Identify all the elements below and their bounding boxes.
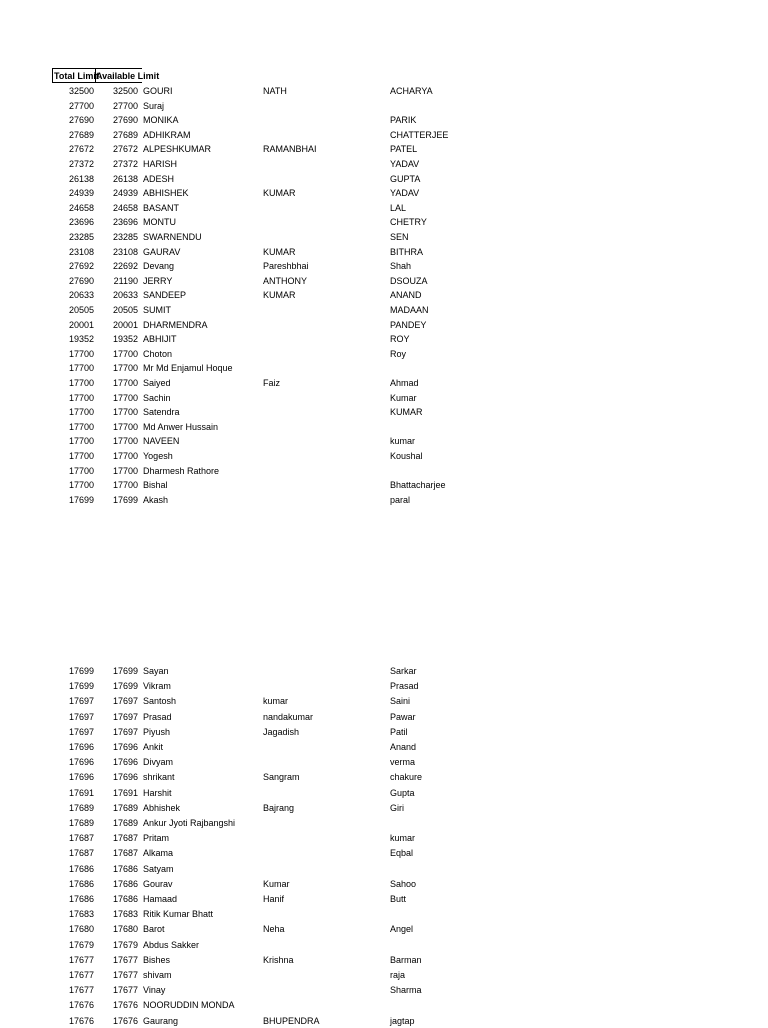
table-row [0, 493, 768, 507]
table-row [0, 172, 768, 186]
first-name-cell: Vikram [143, 681, 171, 692]
last-name-cell: CHATTERJEE [390, 129, 449, 140]
total-cell: 17697 [68, 726, 94, 737]
available-cell: 24658 [112, 202, 138, 213]
first-name-cell: BASANT [143, 202, 180, 213]
table-row [0, 157, 768, 171]
total-cell: 27700 [68, 100, 94, 111]
available-cell: 17697 [112, 711, 138, 722]
total-cell: 17700 [68, 480, 94, 491]
last-name-cell: Sarkar [390, 666, 417, 676]
table-row [0, 230, 768, 244]
available-cell: 17696 [112, 757, 138, 768]
first-name-cell: GAURAV [143, 246, 181, 257]
first-name-cell: Pritam [143, 833, 170, 844]
first-name-cell: Sayan [143, 666, 169, 676]
first-name-cell: Alkama [143, 848, 174, 859]
available-cell: 17677 [112, 954, 138, 965]
first-name-cell: Saiyed [143, 378, 171, 388]
middle-name-cell: Pareshbhai [263, 261, 309, 272]
last-name-cell: SEN [390, 232, 409, 242]
first-name-cell: shrikant [143, 772, 175, 783]
total-cell: 20633 [68, 290, 94, 301]
middle-name-cell: nandakumar [263, 711, 314, 722]
last-name-cell: Sahoo [390, 878, 417, 889]
total-cell: 17689 [68, 818, 94, 828]
available-cell: 17699 [112, 494, 138, 505]
table-row [0, 464, 768, 478]
available-cell: 23108 [112, 246, 138, 257]
total-cell: 17689 [68, 802, 94, 813]
last-name-cell: kumar [390, 436, 416, 447]
last-name-cell: BITHRA [390, 246, 424, 257]
available-cell: 17687 [112, 833, 138, 844]
table-row [0, 434, 768, 448]
first-name-cell: SANDEEP [143, 290, 187, 301]
table-row [0, 846, 768, 860]
total-cell: 27692 [68, 261, 94, 272]
last-name-cell: CHETRY [390, 217, 427, 228]
table-row [0, 84, 768, 98]
table-row [0, 892, 768, 906]
table-row [0, 831, 768, 845]
first-name-cell: Dharmesh Rathore [143, 465, 220, 476]
available-cell: 17679 [112, 939, 138, 950]
first-name-cell: Md Anwer Hussain [143, 421, 219, 432]
table-row [0, 786, 768, 800]
middle-name-cell: Neha [263, 924, 285, 935]
first-name-cell: Devang [143, 261, 175, 272]
table-row [0, 1014, 768, 1028]
table-row [0, 347, 768, 361]
total-cell: 17676 [68, 1000, 94, 1011]
available-cell: 26138 [112, 173, 138, 184]
available-cell: 17687 [112, 848, 138, 859]
available-cell: 22692 [112, 261, 138, 272]
first-name-cell: ABHISHEK [143, 188, 189, 199]
first-name-cell: Gaurang [143, 1015, 179, 1026]
total-cell: 19352 [68, 334, 94, 345]
table-row [0, 983, 768, 997]
last-name-cell: ROY [390, 334, 410, 345]
available-cell: 17686 [112, 878, 138, 889]
first-name-cell: Abhishek [143, 802, 181, 813]
last-name-cell: Saini [390, 696, 411, 707]
last-name-cell: Kumar [390, 392, 417, 403]
first-name-cell: DHARMENDRA [143, 319, 208, 330]
available-cell: 17700 [112, 348, 138, 359]
middle-name-cell: ANTHONY [263, 275, 308, 286]
available-cell: 17689 [112, 802, 138, 813]
table-row [0, 478, 768, 492]
table-row [0, 186, 768, 200]
first-name-cell: Barot [143, 924, 165, 935]
last-name-cell: YADAV [390, 188, 420, 199]
middle-name-cell: Faiz [263, 378, 281, 388]
available-cell: 17700 [112, 363, 138, 374]
available-cell: 17700 [112, 407, 138, 418]
available-cell: 17686 [112, 863, 138, 874]
total-cell: 17677 [68, 954, 94, 965]
table-row [0, 420, 768, 434]
total-cell: 17697 [68, 711, 94, 722]
header-total-limit [52, 68, 99, 83]
table-row [0, 938, 768, 952]
available-cell: 17686 [112, 894, 138, 904]
last-name-cell: YADAV [390, 159, 420, 169]
first-name-cell: Satyam [143, 863, 174, 874]
first-name-cell: Santosh [143, 696, 177, 707]
last-name-cell: Patil [390, 726, 408, 737]
table-row [0, 862, 768, 876]
available-cell: 32500 [112, 86, 138, 96]
first-name-cell: Satendra [143, 407, 180, 418]
available-cell: 17683 [112, 909, 138, 920]
table-row [0, 968, 768, 982]
total-cell: 24658 [68, 202, 94, 213]
table-row [0, 245, 768, 259]
table-row [0, 99, 768, 113]
table-row [0, 303, 768, 317]
available-cell: 27700 [112, 100, 138, 111]
available-cell: 23696 [112, 217, 138, 228]
total-cell: 23108 [68, 246, 94, 257]
available-cell: 27690 [112, 115, 138, 126]
last-name-cell: paral [390, 494, 411, 505]
first-name-cell: Prasad [143, 711, 172, 722]
total-cell: 27372 [68, 159, 94, 169]
available-cell: 17700 [112, 421, 138, 432]
first-name-cell: ADHIKRAM [143, 129, 191, 140]
first-name-cell: Abdus Sakker [143, 939, 200, 950]
last-name-cell: chakure [390, 772, 423, 783]
first-name-cell: MONIKA [143, 115, 179, 126]
available-cell: 20505 [112, 305, 138, 315]
available-cell: 17677 [112, 970, 138, 980]
header-available-limit [96, 68, 160, 83]
first-name-cell: Mr Md Enjamul Hoque [143, 363, 233, 374]
table-row [0, 740, 768, 754]
available-cell: 27672 [112, 144, 138, 155]
first-name-cell: Sachin [143, 392, 171, 403]
available-cell: 17689 [112, 818, 138, 828]
first-name-cell: ABHIJIT [143, 334, 177, 345]
available-cell: 20633 [112, 290, 138, 301]
middle-name-cell: Jagadish [263, 726, 300, 737]
available-cell: 17676 [112, 1015, 138, 1026]
last-name-cell: kumar [390, 833, 416, 844]
available-cell: 17696 [112, 742, 138, 752]
last-name-cell: Pawar [390, 711, 416, 722]
last-name-cell: Ahmad [390, 378, 419, 388]
last-name-cell: raja [390, 970, 406, 980]
first-name-cell: shivam [143, 970, 172, 980]
last-name-cell: Barman [390, 954, 422, 965]
header-available-limit-label: Available Limit [96, 71, 160, 81]
first-name-cell: NAVEEN [143, 436, 180, 447]
first-name-cell: Ankur Jyoti Rajbangshi [143, 818, 236, 828]
available-cell: 17700 [112, 451, 138, 461]
first-name-cell: Hamaad [143, 894, 178, 904]
total-cell: 17680 [68, 924, 94, 935]
total-cell: 17686 [68, 863, 94, 874]
table-row [0, 679, 768, 693]
total-cell: 17696 [68, 742, 94, 752]
first-name-cell: Ankit [143, 742, 164, 752]
available-cell: 17699 [112, 666, 138, 676]
middle-name-cell: kumar [263, 696, 289, 707]
total-cell: 17687 [68, 848, 94, 859]
first-name-cell: MONTU [143, 217, 176, 228]
total-cell: 26138 [68, 173, 94, 184]
table-row [0, 449, 768, 463]
last-name-cell: jagtap [390, 1015, 415, 1026]
first-name-cell: Bishes [143, 954, 171, 965]
table-row [0, 801, 768, 815]
available-cell: 17697 [112, 696, 138, 707]
total-cell: 27690 [68, 275, 94, 286]
first-name-cell: ALPESHKUMAR [143, 144, 212, 155]
total-cell: 17699 [68, 681, 94, 692]
table-row [0, 816, 768, 830]
available-cell: 20001 [112, 319, 138, 330]
table-row [0, 288, 768, 302]
table-row [0, 405, 768, 419]
total-cell: 17683 [68, 909, 94, 920]
table-row [0, 332, 768, 346]
total-cell: 17697 [68, 696, 94, 707]
total-cell: 17700 [68, 378, 94, 388]
last-name-cell: Anand [390, 742, 417, 752]
available-cell: 17699 [112, 681, 138, 692]
last-name-cell: PATEL [390, 144, 418, 155]
last-name-cell: Sharma [390, 985, 422, 996]
last-name-cell: Roy [390, 348, 407, 359]
total-cell: 17700 [68, 363, 94, 374]
table-row [0, 128, 768, 142]
total-cell: 17696 [68, 772, 94, 783]
middle-name-cell: NATH [263, 86, 287, 96]
total-cell: 17700 [68, 348, 94, 359]
total-cell: 24939 [68, 188, 94, 199]
first-name-cell: Harshit [143, 787, 172, 798]
available-cell: 17700 [112, 436, 138, 447]
available-cell: 17680 [112, 924, 138, 935]
first-name-cell: GOURI [143, 86, 173, 96]
table-row [0, 201, 768, 215]
available-cell: 21190 [113, 275, 138, 286]
total-cell: 27690 [68, 115, 94, 126]
last-name-cell: DSOUZA [390, 275, 428, 286]
middle-name-cell: KUMAR [263, 188, 296, 199]
table-row [0, 755, 768, 769]
total-cell: 17700 [68, 392, 94, 403]
table-row [0, 113, 768, 127]
last-name-cell: Butt [390, 894, 407, 904]
total-cell: 17699 [68, 666, 94, 676]
available-cell: 27689 [112, 129, 138, 140]
first-name-cell: Piyush [143, 726, 171, 737]
available-cell: 17691 [112, 787, 138, 798]
table-row [0, 953, 768, 967]
last-name-cell: Gupta [390, 787, 415, 798]
total-cell: 17700 [68, 451, 94, 461]
header-row [52, 68, 160, 83]
table-row [0, 259, 768, 273]
table-row [0, 318, 768, 332]
total-cell: 17700 [68, 407, 94, 418]
total-cell: 17676 [68, 1015, 94, 1026]
total-cell: 20505 [68, 305, 94, 315]
total-cell: 17700 [68, 421, 94, 432]
first-name-cell: JERRY [143, 275, 173, 286]
available-cell: 17676 [112, 1000, 138, 1011]
table-row [0, 274, 768, 288]
available-cell: 17697 [112, 726, 138, 737]
middle-name-cell: Hanif [263, 894, 285, 904]
available-cell: 24939 [112, 188, 138, 199]
table-row [0, 998, 768, 1012]
table-row [0, 710, 768, 724]
first-name-cell: SWARNENDU [143, 232, 202, 242]
table-row [0, 391, 768, 405]
last-name-cell: LAL [390, 202, 407, 213]
available-cell: 17696 [112, 772, 138, 783]
last-name-cell: Eqbal [390, 848, 414, 859]
available-cell: 17700 [112, 378, 138, 388]
last-name-cell: PARIK [390, 115, 417, 126]
last-name-cell: Koushal [390, 451, 423, 461]
last-name-cell: KUMAR [390, 407, 423, 418]
middle-name-cell: Sangram [263, 772, 300, 783]
total-cell: 27672 [68, 144, 94, 155]
middle-name-cell: KUMAR [263, 290, 296, 301]
first-name-cell: HARISH [143, 159, 178, 169]
table-row [0, 770, 768, 784]
table-row [0, 361, 768, 375]
total-cell: 17691 [68, 787, 94, 798]
available-cell: 27372 [112, 159, 138, 169]
last-name-cell: GUPTA [390, 173, 421, 184]
available-cell: 17700 [112, 480, 138, 491]
first-name-cell: Ritik Kumar Bhatt [143, 909, 214, 920]
table-row [0, 215, 768, 229]
last-name-cell: ANAND [390, 290, 422, 301]
total-cell: 23696 [68, 217, 94, 228]
first-name-cell: Choton [143, 348, 173, 359]
table-row [0, 907, 768, 921]
table-row [0, 694, 768, 708]
total-cell: 17699 [68, 494, 94, 505]
middle-name-cell: KUMAR [263, 246, 296, 257]
total-cell: 17686 [68, 878, 94, 889]
total-cell: 17686 [68, 894, 94, 904]
table-row [0, 725, 768, 739]
available-cell: 17677 [112, 985, 138, 996]
table-row [0, 877, 768, 891]
middle-name-cell: Bajrang [263, 802, 295, 813]
first-name-cell: Divyam [143, 757, 174, 768]
middle-name-cell: Krishna [263, 954, 294, 965]
last-name-cell: PANDEY [390, 319, 427, 330]
total-cell: 17677 [68, 970, 94, 980]
middle-name-cell: BHUPENDRA [263, 1015, 320, 1026]
last-name-cell: Shah [390, 261, 412, 272]
middle-name-cell: RAMANBHAI [263, 144, 317, 155]
available-cell: 17700 [112, 465, 138, 476]
total-cell: 32500 [68, 86, 94, 96]
table-row [0, 922, 768, 936]
first-name-cell: Yogesh [143, 451, 173, 461]
total-cell: 17700 [68, 465, 94, 476]
total-cell: 27689 [68, 129, 94, 140]
total-cell: 17696 [68, 757, 94, 768]
last-name-cell: verma [390, 757, 416, 768]
first-name-cell: NOORUDDIN MONDA [143, 1000, 235, 1011]
total-cell: 17687 [68, 833, 94, 844]
table-row [0, 376, 768, 390]
first-name-cell: Vinay [143, 985, 166, 996]
table-row [0, 664, 768, 678]
first-name-cell: Bishal [143, 480, 168, 491]
first-name-cell: Akash [143, 494, 169, 505]
last-name-cell: ACHARYA [390, 86, 433, 96]
last-name-cell: MADAAN [390, 305, 429, 315]
last-name-cell: Bhattacharjee [390, 480, 446, 491]
total-cell: 17677 [68, 985, 94, 996]
total-cell: 17700 [68, 436, 94, 447]
available-cell: 19352 [112, 334, 138, 345]
total-cell: 20001 [68, 319, 94, 330]
total-cell: 23285 [68, 232, 94, 242]
available-cell: 23285 [112, 232, 138, 242]
first-name-cell: SUMIT [143, 305, 171, 315]
table-row [0, 142, 768, 156]
middle-name-cell: Kumar [263, 878, 290, 889]
total-cell: 17679 [68, 939, 94, 950]
first-name-cell: ADESH [143, 173, 175, 184]
header-total-limit-label: Total Limit [54, 71, 99, 81]
last-name-cell: Prasad [390, 681, 419, 692]
first-name-cell: Suraj [143, 100, 165, 111]
last-name-cell: Angel [390, 924, 414, 935]
last-name-cell: Giri [390, 802, 404, 813]
first-name-cell: Gourav [143, 878, 173, 889]
available-cell: 17700 [112, 392, 138, 403]
